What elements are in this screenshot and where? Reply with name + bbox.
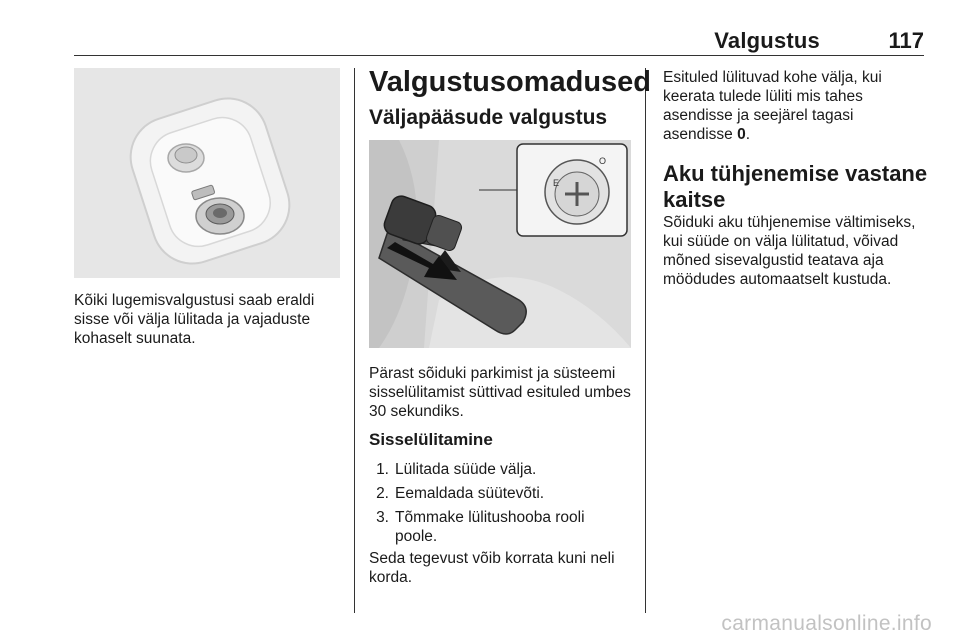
switch-position-label: 0 — [737, 126, 746, 143]
paragraph-text: . — [745, 126, 751, 143]
subsection-heading: Väljapääsude valgustus — [369, 106, 608, 129]
step-text: Eemaldada süütevõti. — [395, 485, 545, 502]
list-item — [369, 484, 629, 504]
column-divider — [645, 68, 646, 613]
light-switch-illustration — [369, 140, 631, 348]
header-divider — [74, 55, 924, 56]
page-number: 117 — [888, 28, 924, 53]
list-item — [369, 460, 629, 480]
dial-marking: E — [553, 178, 560, 188]
activation-heading: Sisselülitamine — [369, 430, 493, 449]
step-number: 2. — [376, 485, 389, 502]
repeat-note: Seda tegevust võib korrata kuni neli korda. — [369, 550, 615, 586]
step-number: 1. — [376, 461, 389, 478]
paragraph-text: Esituled lülituvad kohe välja, kui keerata tulede lüliti mis tahes asendisse ja seejärel tagasi asendisse — [663, 69, 882, 143]
exit-lighting-paragraph: Pärast sõiduki parkimist ja süsteemi sisselülitamist süttivad esituled umbes 30 sekundiks. — [369, 365, 631, 420]
dial-marking: O — [599, 156, 607, 166]
page-header-title: Valgustus — [714, 28, 820, 53]
reading-lights-text: Kõiki lugemisvalgustusi saab eraldi sisse või välja lülitada ja vajaduste kohaselt suunata. — [74, 292, 315, 347]
column-divider — [354, 68, 355, 613]
section-heading: Valgustusomadused — [369, 66, 652, 98]
battery-protection-paragraph: Sõiduki aku tühjenemise vältimiseks, kui süüde on välja lülitatud, võivad mõned sisevalgustid teatava aja möödudes automaatselt kustuda. — [663, 214, 916, 288]
step-text: Lülitada süüde välja. — [395, 461, 537, 478]
watermark: carmanualsonline.info — [721, 612, 932, 635]
step-text: Tõmmake lülitushooba rooli poole. — [395, 509, 585, 545]
battery-protection-heading: Aku tühjenemise vastane kaitse — [663, 161, 928, 212]
step-number: 3. — [376, 509, 389, 526]
headlight-off-paragraph — [663, 68, 913, 144]
reading-light-illustration — [74, 68, 340, 278]
list-item — [369, 508, 629, 548]
